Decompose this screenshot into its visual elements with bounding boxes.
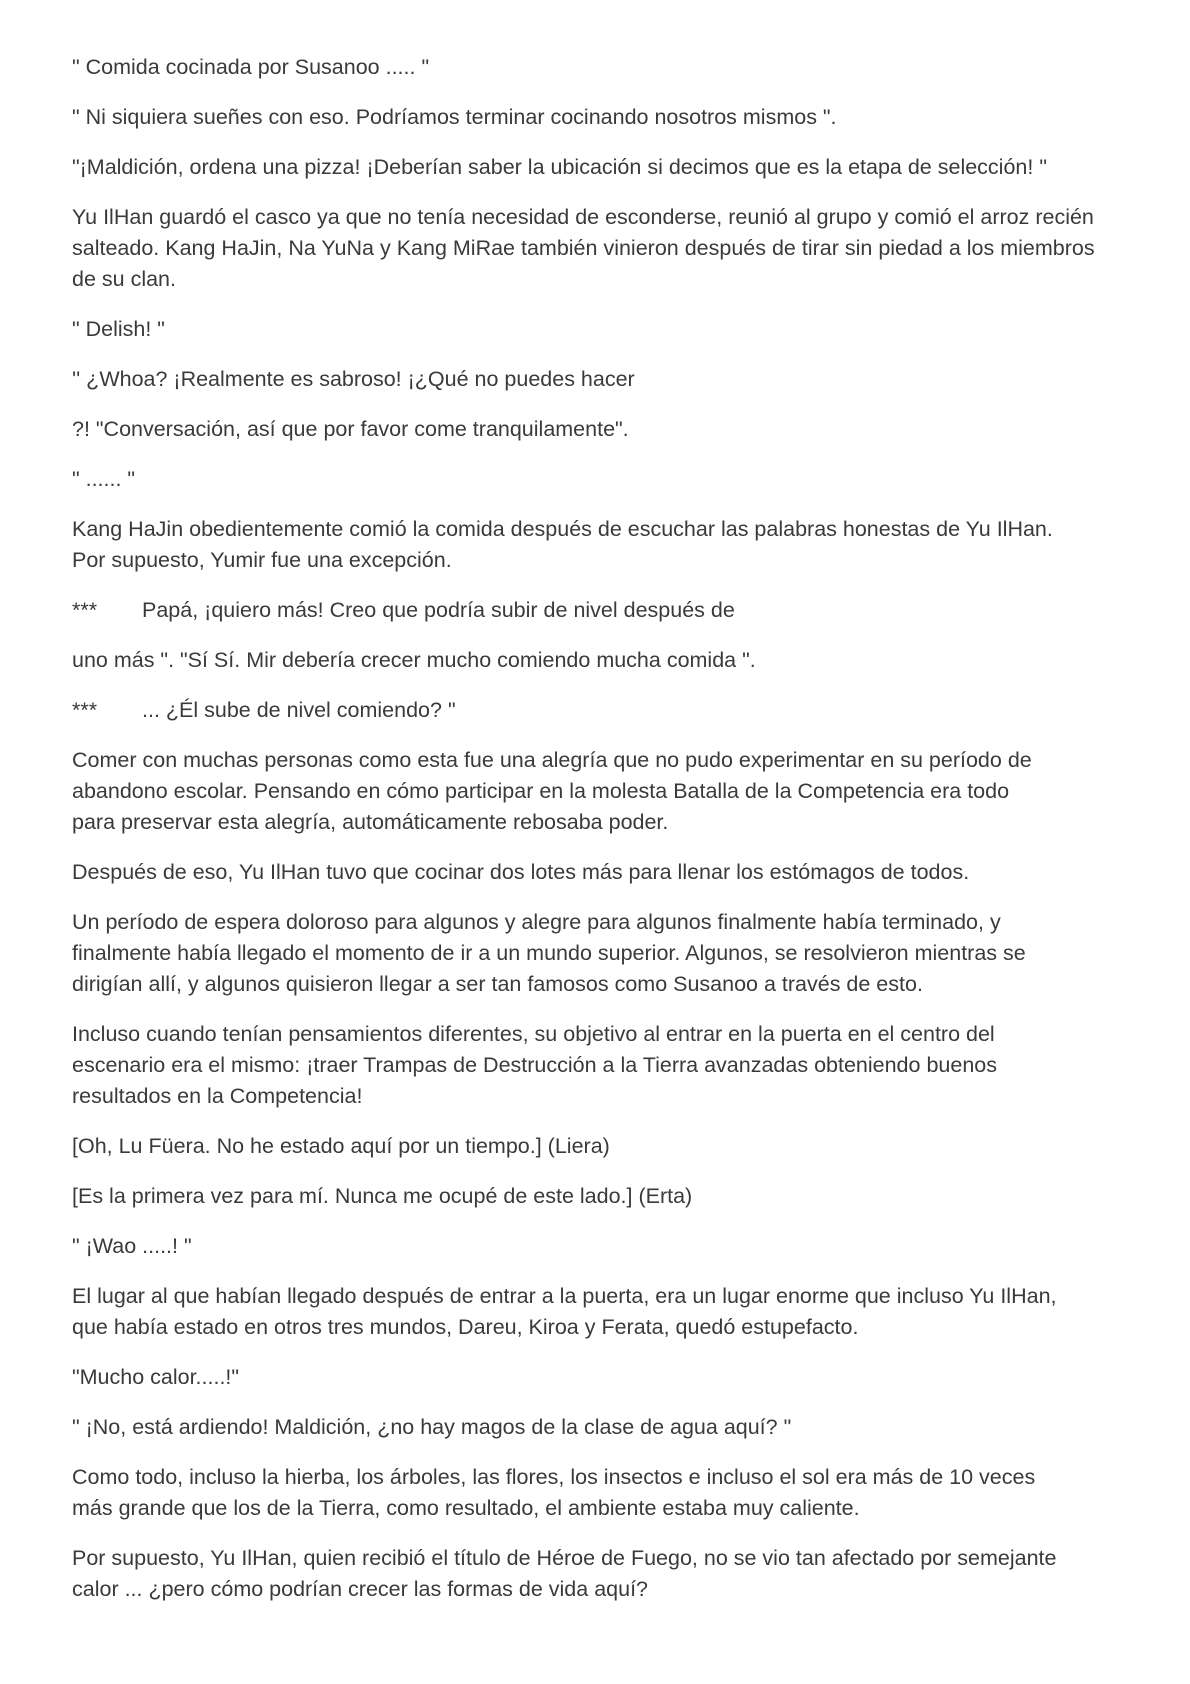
paragraph xyxy=(72,202,1132,295)
text-line: " ¡Wao .....! " xyxy=(72,1234,192,1258)
paragraph xyxy=(72,1231,1132,1262)
paragraph xyxy=(72,645,1132,676)
paragraph xyxy=(72,1131,1132,1162)
paragraph xyxy=(72,1543,1132,1605)
text-line: " Ni siquiera sueñes con eso. Podríamos terminar cocinando nosotros mismos ". xyxy=(72,105,837,129)
text-line: calor ... ¿pero cómo podrían crecer las formas de vida aquí? xyxy=(72,1577,648,1601)
text-line: uno más ". "Sí Sí. Mir debería crecer mucho comiendo mucha comida ". xyxy=(72,648,756,672)
text-line: Un período de espera doloroso para algunos y alegre para algunos finalmente había terminado, y xyxy=(72,910,1001,934)
paragraph xyxy=(72,1019,1132,1112)
paragraph xyxy=(72,1281,1132,1343)
text-line: Kang HaJin obedientemente comió la comida después de escuchar las palabras honestas de Yu IlHan. xyxy=(72,517,1053,541)
paragraph xyxy=(72,102,1132,133)
text-line: Después de eso, Yu IlHan tuvo que cocinar dos lotes más para llenar los estómagos de todos. xyxy=(72,860,970,884)
text-line: Por supuesto, Yu IlHan, quien recibió el título de Héroe de Fuego, no se vio tan afectado por semejante xyxy=(72,1546,1057,1570)
paragraph xyxy=(72,1362,1132,1393)
text-line: [Oh, Lu Füera. No he estado aquí por un tiempo.] (Liera) xyxy=(72,1134,610,1158)
text-line: ... ¿Él sube de nivel comiendo? " xyxy=(142,698,456,722)
text-line: ?! "Conversación, así que por favor come tranquilamente". xyxy=(72,417,629,441)
paragraph xyxy=(72,907,1132,1000)
text-line: abandono escolar. Pensando en cómo participar en la molesta Batalla de la Competencia era todo xyxy=(72,779,1010,803)
text-line: finalmente había llegado el momento de ir a un mundo superior. Algunos, se resolvieron mientras se xyxy=(72,941,1026,965)
paragraph xyxy=(72,464,1132,495)
paragraph xyxy=(72,695,1132,726)
text-line: Por supuesto, Yumir fue una excepción. xyxy=(72,548,452,572)
text-line: Yu IlHan guardó el casco ya que no tenía necesidad de esconderse, reunió al grupo y comió el arroz recién xyxy=(72,205,1094,229)
text-line: salteado. Kang HaJin, Na YuNa y Kang MiRae también vinieron después de tirar sin piedad a los miembros xyxy=(72,236,1095,260)
text-line: para preservar esta alegría, automáticamente rebosaba poder. xyxy=(72,810,669,834)
text-line: [Es la primera vez para mí. Nunca me ocupé de este lado.] (Erta) xyxy=(72,1184,693,1208)
text-line: " Comida cocinada por Susanoo ..... " xyxy=(72,55,430,79)
paragraph xyxy=(72,152,1132,183)
text-line: resultados en la Competencia! xyxy=(72,1084,363,1108)
paragraph xyxy=(72,745,1132,838)
text-line: " ¡No, está ardiendo! Maldición, ¿no hay magos de la clase de agua aquí? " xyxy=(72,1415,792,1439)
paragraph-text xyxy=(142,695,456,726)
text-line: " Delish! " xyxy=(72,317,165,341)
text-line: Comer con muchas personas como esta fue una alegría que no pudo experimentar en su período de xyxy=(72,748,1032,772)
paragraph xyxy=(72,595,1132,626)
text-line: Papá, ¡quiero más! Creo que podría subir de nivel después de xyxy=(142,598,735,622)
paragraph xyxy=(72,414,1132,445)
paragraph xyxy=(72,314,1132,345)
text-line: "¡Maldición, ordena una pizza! ¡Deberían saber la ubicación si decimos que es la etapa de selección! " xyxy=(72,155,1047,179)
text-line: escenario era el mismo: ¡traer Trampas de Destrucción a la Tierra avanzadas obteniendo buenos xyxy=(72,1053,997,1077)
text-line: '' ¿Whoa? ¡Realmente es sabroso! ¡¿Qué no puedes hacer xyxy=(72,367,635,391)
scene-break-marker: *** xyxy=(72,698,98,722)
paragraph xyxy=(72,52,1132,83)
text-line: de su clan. xyxy=(72,267,176,291)
text-line: Incluso cuando tenían pensamientos diferentes, su objetivo al entrar en la puerta en el centro del xyxy=(72,1022,995,1046)
paragraph-text xyxy=(142,595,735,626)
scene-break-marker: *** xyxy=(72,598,98,622)
text-line: " ...... " xyxy=(72,467,136,491)
paragraph xyxy=(72,1181,1132,1212)
paragraph xyxy=(72,514,1132,576)
paragraph xyxy=(72,1412,1132,1443)
paragraph xyxy=(72,1462,1132,1524)
text-line: más grande que los de la Tierra, como resultado, el ambiente estaba muy caliente. xyxy=(72,1496,860,1520)
text-line: dirigían allí, y algunos quisieron llegar a ser tan famosos como Susanoo a través de esto. xyxy=(72,972,923,996)
text-line: que había estado en otros tres mundos, Dareu, Kiroa y Ferata, quedó estupefacto. xyxy=(72,1315,859,1339)
text-line: "Mucho calor.....!" xyxy=(72,1365,240,1389)
document-page xyxy=(72,52,1132,1624)
text-line: Como todo, incluso la hierba, los árboles, las flores, los insectos e incluso el sol era más de 10 veces xyxy=(72,1465,1036,1489)
text-line: El lugar al que habían llegado después de entrar a la puerta, era un lugar enorme que incluso Yu IlHan, xyxy=(72,1284,1057,1308)
paragraph xyxy=(72,364,1132,395)
paragraph xyxy=(72,857,1132,888)
